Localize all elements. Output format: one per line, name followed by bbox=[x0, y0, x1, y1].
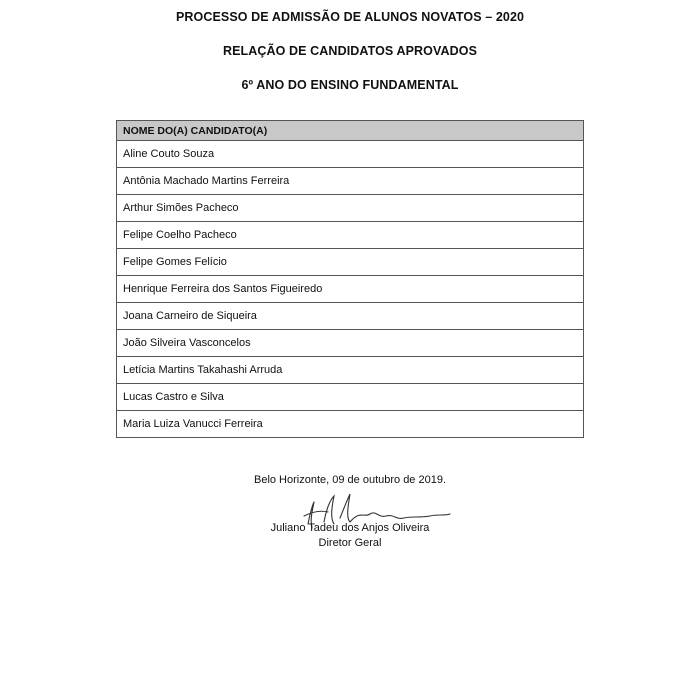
candidate-name: Maria Luiza Vanucci Ferreira bbox=[117, 411, 584, 438]
table-row bbox=[117, 330, 584, 357]
table-row bbox=[117, 222, 584, 249]
candidate-name: João Silveira Vasconcelos bbox=[117, 330, 584, 357]
signer-role: Diretor Geral bbox=[318, 537, 382, 549]
document-title: PROCESSO DE ADMISSÃO DE ALUNOS NOVATOS – 2020 bbox=[175, 10, 525, 24]
column-header-candidate-name: NOME DO(A) CANDIDATO(A) bbox=[117, 121, 584, 141]
table-row bbox=[117, 168, 584, 195]
table-row bbox=[117, 411, 584, 438]
candidate-name: Felipe Coelho Pacheco bbox=[117, 222, 584, 249]
candidate-name: Joana Carneiro de Siqueira bbox=[117, 303, 584, 330]
document-subtitle: RELAÇÃO DE CANDIDATOS APROVADOS bbox=[222, 44, 478, 58]
candidate-name: Felipe Gomes Felício bbox=[117, 249, 584, 276]
table-header-row bbox=[117, 121, 584, 141]
grade-heading: 6º ANO DO ENSINO FUNDAMENTAL bbox=[241, 78, 459, 92]
table-row bbox=[117, 303, 584, 330]
approved-candidates-table bbox=[116, 120, 584, 438]
signer-name: Juliano Tadeu dos Anjos Oliveira bbox=[270, 522, 430, 534]
table-row bbox=[117, 357, 584, 384]
candidate-name: Antônia Machado Martins Ferreira bbox=[117, 168, 584, 195]
table-row bbox=[117, 276, 584, 303]
candidate-name: Lucas Castro e Silva bbox=[117, 384, 584, 411]
candidate-name: Aline Couto Souza bbox=[117, 141, 584, 168]
candidate-name: Letícia Martins Takahashi Arruda bbox=[117, 357, 584, 384]
table-row bbox=[117, 384, 584, 411]
candidate-name: Arthur Simões Pacheco bbox=[117, 195, 584, 222]
table-row bbox=[117, 195, 584, 222]
candidate-name: Henrique Ferreira dos Santos Figueiredo bbox=[117, 276, 584, 303]
table-row bbox=[117, 141, 584, 168]
table-row bbox=[117, 249, 584, 276]
place-and-date: Belo Horizonte, 09 de outubro de 2019. bbox=[253, 474, 447, 486]
